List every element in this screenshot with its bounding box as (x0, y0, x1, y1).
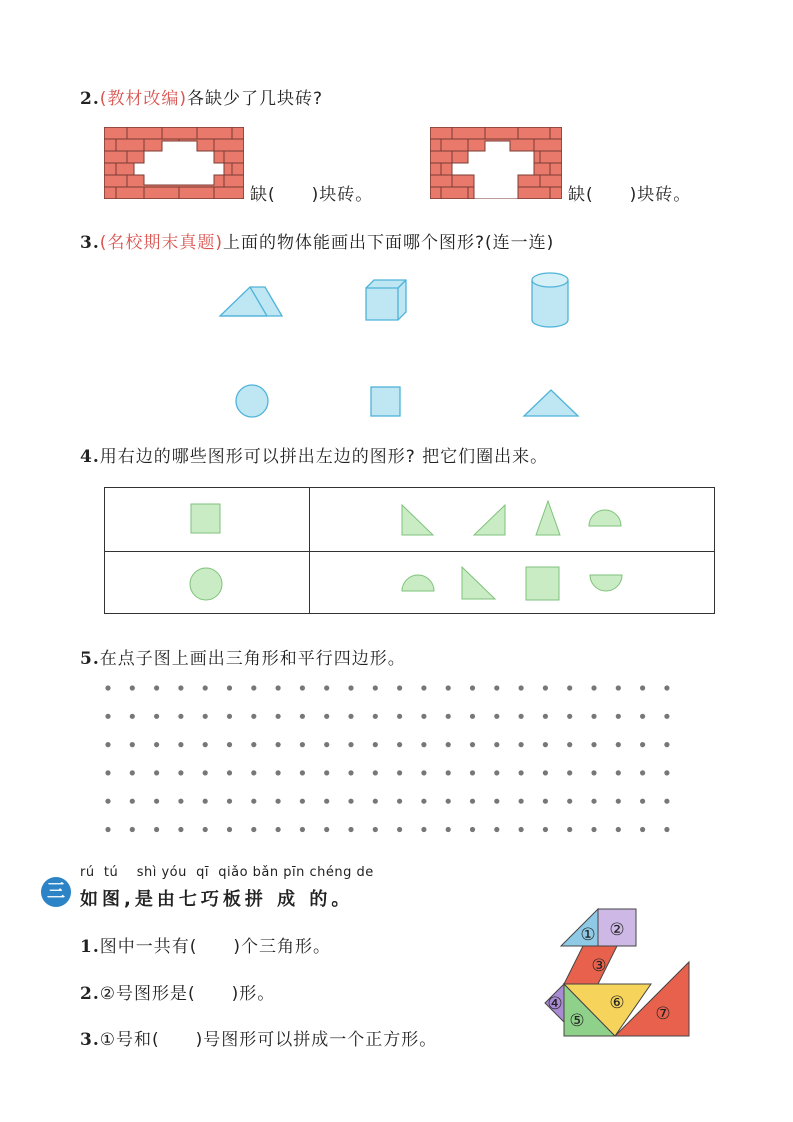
grid-dot[interactable] (276, 770, 281, 775)
grid-dot[interactable] (130, 742, 135, 747)
grid-dot[interactable] (373, 770, 378, 775)
grid-dot[interactable] (276, 685, 281, 690)
tangram-label-7: ⑦ (655, 1004, 671, 1024)
table-column-divider (309, 488, 310, 613)
grid-dot[interactable] (640, 799, 645, 804)
grid-dot[interactable] (591, 799, 596, 804)
grid-dot[interactable] (251, 742, 256, 747)
grid-dot[interactable] (519, 685, 524, 690)
grid-dot[interactable] (105, 799, 110, 804)
solid-triangular-prism[interactable] (218, 283, 284, 319)
grid-dot[interactable] (154, 742, 159, 747)
grid-dot[interactable] (300, 714, 305, 719)
grid-dot[interactable] (324, 799, 329, 804)
grid-dot[interactable] (178, 714, 183, 719)
grid-dot[interactable] (397, 714, 402, 719)
piece-right-triangle-3[interactable] (461, 566, 497, 600)
grid-dot[interactable] (640, 770, 645, 775)
grid-dot[interactable] (203, 799, 208, 804)
grid-dot[interactable] (397, 685, 402, 690)
grid-dot[interactable] (494, 770, 499, 775)
q2-blank-1[interactable]: 缺( )块砖。 (250, 185, 374, 205)
grid-dot[interactable] (203, 827, 208, 832)
grid-dot[interactable] (300, 799, 305, 804)
grid-dot[interactable] (251, 770, 256, 775)
grid-dot[interactable] (130, 685, 135, 690)
grid-dot[interactable] (446, 685, 451, 690)
q3-number: 3. (80, 233, 100, 253)
grid-dot[interactable] (397, 742, 402, 747)
grid-dot[interactable] (664, 770, 669, 775)
grid-dot[interactable] (373, 827, 378, 832)
grid-dot[interactable] (470, 714, 475, 719)
grid-dot[interactable] (567, 685, 572, 690)
grid-dot[interactable] (300, 827, 305, 832)
tangram-label-4: ④ (547, 994, 563, 1014)
grid-dot[interactable] (640, 742, 645, 747)
grid-dot[interactable] (421, 827, 426, 832)
grid-dot[interactable] (519, 799, 524, 804)
grid-dot[interactable] (543, 714, 548, 719)
grid-dot[interactable] (154, 770, 159, 775)
grid-dot[interactable] (105, 685, 110, 690)
grid-dot[interactable] (227, 714, 232, 719)
grid-dot[interactable] (567, 742, 572, 747)
grid-dot[interactable] (324, 714, 329, 719)
grid-dot[interactable] (446, 770, 451, 775)
grid-dot[interactable] (105, 714, 110, 719)
tangram-label-5: ⑤ (569, 1011, 585, 1031)
grid-dot[interactable] (616, 714, 621, 719)
grid-dot[interactable] (203, 742, 208, 747)
s3-item-3-text: ①号和( )号图形可以拼成一个正方形。 (99, 1030, 438, 1050)
grid-dot[interactable] (105, 770, 110, 775)
tangram-label-3: ③ (591, 956, 607, 976)
grid-dot[interactable] (227, 685, 232, 690)
s3-item-1 (80, 932, 331, 957)
grid-dot[interactable] (543, 770, 548, 775)
q2-prompt (80, 84, 323, 109)
grid-dot[interactable] (664, 799, 669, 804)
grid-dot[interactable] (519, 714, 524, 719)
grid-dot[interactable] (178, 799, 183, 804)
flat-square[interactable] (370, 386, 402, 418)
grid-dot[interactable] (300, 742, 305, 747)
grid-dot[interactable] (105, 827, 110, 832)
q2-tag: (教材改编) (99, 89, 188, 109)
s3-item-1-number: 1. (80, 937, 100, 957)
grid-dot[interactable] (640, 685, 645, 690)
grid-dot[interactable] (494, 827, 499, 832)
grid-dot[interactable] (470, 799, 475, 804)
grid-dot[interactable] (130, 714, 135, 719)
piece-square[interactable] (525, 566, 561, 602)
solid-cylinder[interactable] (530, 271, 570, 329)
grid-dot[interactable] (446, 742, 451, 747)
grid-dot[interactable] (421, 799, 426, 804)
grid-dot[interactable] (519, 827, 524, 832)
grid-dot[interactable] (616, 685, 621, 690)
grid-dot[interactable] (178, 827, 183, 832)
tangram-label-1: ① (580, 925, 596, 945)
grid-dot[interactable] (130, 770, 135, 775)
piece-right-triangle-right[interactable] (473, 504, 507, 536)
tangram-label-2: ② (609, 920, 625, 940)
grid-dot[interactable] (348, 714, 353, 719)
tangram-figure (535, 908, 695, 1038)
tangram-label-6: ⑥ (609, 993, 625, 1013)
grid-dot[interactable] (178, 685, 183, 690)
q3-tag: (名校期末真题) (99, 233, 224, 253)
target-circle (188, 566, 224, 602)
grid-dot[interactable] (567, 827, 572, 832)
grid-dot[interactable] (470, 742, 475, 747)
piece-tall-triangle[interactable] (535, 500, 561, 536)
grid-dot[interactable] (154, 799, 159, 804)
grid-dot[interactable] (616, 799, 621, 804)
grid-dot[interactable] (178, 742, 183, 747)
grid-dot[interactable] (324, 770, 329, 775)
grid-dot[interactable] (178, 770, 183, 775)
s3-item-2-text: ②号图形是( )形。 (99, 984, 276, 1004)
grid-dot[interactable] (397, 827, 402, 832)
table-row-divider (105, 551, 714, 552)
q3-text: 上面的物体能画出下面哪个图形?(连一连) (223, 233, 555, 253)
grid-dot[interactable] (227, 770, 232, 775)
grid-dot[interactable] (446, 827, 451, 832)
piece-semicircle-bottom[interactable] (589, 574, 623, 592)
q2-number: 2. (80, 89, 100, 109)
grid-dot[interactable] (105, 742, 110, 747)
grid-dot[interactable] (276, 799, 281, 804)
q3-prompt (80, 228, 554, 253)
grid-dot[interactable] (616, 770, 621, 775)
grid-dot[interactable] (664, 742, 669, 747)
grid-dot[interactable] (373, 742, 378, 747)
grid-dot[interactable] (591, 714, 596, 719)
grid-dot[interactable] (494, 685, 499, 690)
grid-dot[interactable] (494, 742, 499, 747)
grid-dot[interactable] (251, 685, 256, 690)
grid-dot[interactable] (154, 827, 159, 832)
q5-text: 在点子图上画出三角形和平行四边形。 (99, 649, 406, 669)
grid-dot[interactable] (203, 685, 208, 690)
q4-prompt (80, 442, 548, 467)
grid-dot[interactable] (373, 685, 378, 690)
section-pinyin: rú tú shì yóu qī qiǎo bǎn pīn chéng de (80, 865, 374, 880)
grid-dot[interactable] (519, 742, 524, 747)
grid-dot[interactable] (227, 827, 232, 832)
grid-dot[interactable] (373, 799, 378, 804)
s3-item-3-number: 3. (80, 1030, 100, 1050)
s3-item-2-number: 2. (80, 984, 100, 1004)
grid-dot[interactable] (664, 827, 669, 832)
dot-grid[interactable] (100, 680, 700, 840)
piece-semicircle-top-2[interactable] (401, 574, 435, 592)
grid-dot[interactable] (348, 770, 353, 775)
target-square (190, 503, 222, 535)
q2-text: 各缺少了几块砖? (187, 89, 324, 109)
grid-dot[interactable] (543, 742, 548, 747)
grid-dot[interactable] (227, 799, 232, 804)
grid-dot[interactable] (203, 770, 208, 775)
s3-item-2 (80, 979, 275, 1004)
grid-dot[interactable] (397, 799, 402, 804)
brick-wall-1 (104, 127, 244, 199)
grid-dot[interactable] (664, 685, 669, 690)
grid-dot[interactable] (348, 827, 353, 832)
grid-dot[interactable] (519, 770, 524, 775)
grid-dot[interactable] (470, 685, 475, 690)
s3-item-3 (80, 1025, 437, 1050)
grid-dot[interactable] (567, 770, 572, 775)
grid-dot[interactable] (421, 685, 426, 690)
q5-number: 5. (80, 649, 100, 669)
brick-wall-2 (430, 127, 562, 199)
q4-number: 4. (80, 447, 100, 467)
grid-dot[interactable] (348, 742, 353, 747)
q2-blank-2[interactable]: 缺( )块砖。 (568, 185, 692, 205)
q4-text: 用右边的哪些图形可以拼出左边的图形? 把它们圈出来。 (99, 447, 549, 467)
grid-dot[interactable] (494, 799, 499, 804)
s3-item-1-text: 图中一共有( )个三角形。 (99, 937, 332, 957)
grid-dot[interactable] (276, 827, 281, 832)
grid-dot[interactable] (591, 742, 596, 747)
grid-dot[interactable] (543, 827, 548, 832)
grid-dot[interactable] (591, 685, 596, 690)
grid-dot[interactable] (373, 714, 378, 719)
grid-dot[interactable] (591, 770, 596, 775)
grid-dot[interactable] (397, 770, 402, 775)
grid-dot[interactable] (640, 827, 645, 832)
grid-dot[interactable] (324, 742, 329, 747)
grid-dot[interactable] (300, 770, 305, 775)
grid-dot[interactable] (130, 799, 135, 804)
grid-dot[interactable] (227, 742, 232, 747)
q5-prompt (80, 644, 406, 669)
flat-circle[interactable] (234, 383, 270, 419)
grid-dot[interactable] (616, 827, 621, 832)
grid-dot[interactable] (470, 827, 475, 832)
grid-dot[interactable] (567, 714, 572, 719)
grid-dot[interactable] (300, 685, 305, 690)
grid-dot[interactable] (470, 770, 475, 775)
flat-triangle[interactable] (522, 388, 580, 418)
grid-dot[interactable] (591, 827, 596, 832)
grid-dot[interactable] (251, 799, 256, 804)
grid-dot[interactable] (276, 742, 281, 747)
piece-right-triangle-left[interactable] (401, 504, 435, 536)
grid-dot[interactable] (446, 714, 451, 719)
grid-dot[interactable] (251, 827, 256, 832)
grid-dot[interactable] (421, 742, 426, 747)
grid-dot[interactable] (324, 827, 329, 832)
grid-dot[interactable] (543, 685, 548, 690)
grid-dot[interactable] (130, 827, 135, 832)
grid-dot[interactable] (664, 714, 669, 719)
grid-dot[interactable] (348, 685, 353, 690)
grid-dot[interactable] (251, 714, 256, 719)
section-badge: 三 (41, 877, 71, 907)
solid-cube[interactable] (364, 278, 408, 322)
grid-dot[interactable] (543, 799, 548, 804)
grid-dot[interactable] (567, 799, 572, 804)
grid-dot[interactable] (494, 714, 499, 719)
grid-dot[interactable] (421, 714, 426, 719)
grid-dot[interactable] (616, 742, 621, 747)
grid-dot[interactable] (276, 714, 281, 719)
grid-dot[interactable] (348, 799, 353, 804)
grid-dot[interactable] (446, 799, 451, 804)
grid-dot[interactable] (421, 770, 426, 775)
grid-dot[interactable] (154, 714, 159, 719)
grid-dot[interactable] (203, 714, 208, 719)
grid-dot[interactable] (324, 685, 329, 690)
piece-semicircle-top[interactable] (588, 509, 622, 527)
section-title: 如图,是由七巧板拼 成 的。 (80, 889, 354, 910)
grid-dot[interactable] (154, 685, 159, 690)
grid-dot[interactable] (640, 714, 645, 719)
